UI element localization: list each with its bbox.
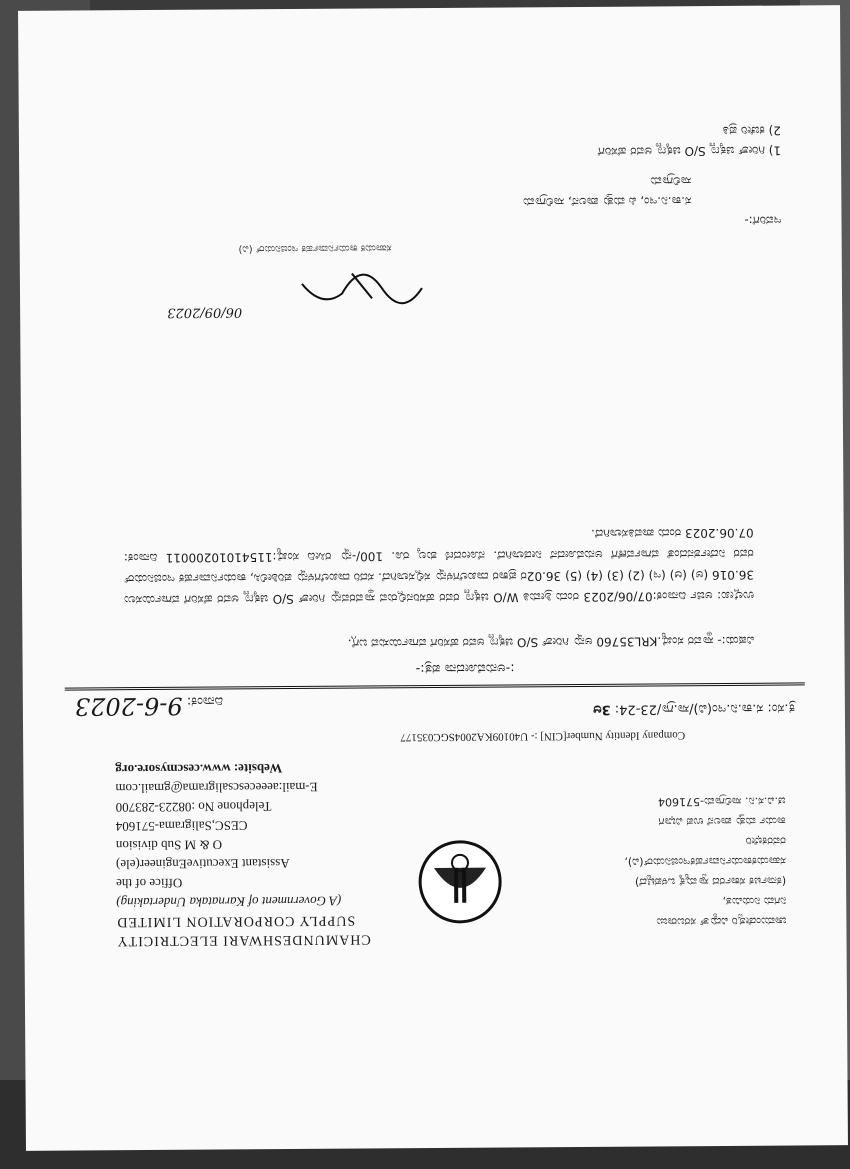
kn-line-2: ನಿಗಮ ನಿಯಮಿತ, — [722, 894, 787, 908]
cesc-logo — [414, 835, 507, 928]
kn-line-3: (ಕರ್ನಾಟಕ ಸರ್ಕಾರದ ಸ್ವಾಮ್ಯಕ್ಕೆ ಒಳಪಟ್ಟಿದೆ) — [634, 874, 787, 889]
handwritten-signature — [242, 258, 442, 329]
signatory-designation: ಸಹಾಯಕ ಕಾರ್ಯನಿರ್ವಾಹಕ ಇಂಜಿನಿಯರ್ (ವಿ) — [238, 242, 392, 255]
signature-date: 06/09/2023 — [167, 304, 243, 320]
company-subtitle: SUPPLY CORPORATION LIMITED — [116, 912, 356, 930]
company-name: CHAMUNDESHWARI ELECTRICITY — [116, 931, 371, 949]
cin-line: Company Identity Number[CIN] :- U40109KA2004SGC035177 — [400, 729, 686, 744]
reference-line — [75, 687, 795, 720]
email: E-mail:aeeecescsaligrama@gmail.com — [115, 779, 318, 797]
date-handwritten: 9-6-2023 — [74, 691, 183, 721]
kn-line-7: ಚ.ವಿ.ಸ.ನಿ. ಸಾಲಿಗ್ರಾಮ-571604 — [657, 794, 786, 809]
cc-line-1: 1) ಗಿರೀಶ್ ಚಿಕ್ಕಣ್ಣ S/O ಚಿಕ್ಕಣ್ಣ ಅವರ ಹೆಸರಿಗೆ — [597, 143, 782, 159]
telephone: Telephone No :08223-283700 — [115, 799, 272, 816]
date-label: ದಿನಾಂಕ: — [186, 693, 224, 709]
english-letterhead — [115, 758, 416, 950]
office-designation: Assistant ExecutiveEngineer(ele) — [115, 856, 290, 873]
letter-subject: ವಿಷಯ:- ಸ್ಥಾವರ ಸಂಖ್ಯೆ.KRL35760 ಅನ್ನು ಗಿರೀಶ್ S/O ಚಿಕ್ಕಣ್ಣ ಅವರ ಹೆಸರಿಗೆ ವರ್ಗಾಯಿಸುವ ಬಗ್ಗೆ. — [347, 633, 755, 651]
kn-line-1: ಚಾಮುಂಡೇಶ್ವರಿ ವಿದ್ಯುತ್ ಸರಬರಾಜು — [656, 914, 787, 929]
location: CESC,Saligrama-571604 — [115, 818, 248, 835]
ref-handwritten: 3ಆ — [592, 701, 611, 717]
to-line-2: ಸಾಲಿಗ್ರಾಮ — [650, 174, 692, 189]
office-of: Office of the — [116, 875, 183, 892]
to-line-1: ಸ.ಕಾ.ನಿ.ಇಂ, ಪಿ ಮತ್ತು ಪಾಲನೆ, ಸಾಲಿಗ್ರಾಮ — [523, 194, 692, 210]
kn-line-6: ಕಾರ್ಯ ಮತ್ತು ಪಾಲನೆ ಉಪ ವಿಭಾಗ — [658, 814, 786, 829]
govt-line: (A Government of Karnataka Undertaking) — [116, 893, 342, 911]
upside-down-letter — [18, 5, 848, 1151]
letter-title: :-ಅನುಮೋದನಾ ಪತ್ರ:- — [415, 660, 515, 677]
website: Website: www.cescmysore.org — [115, 761, 283, 778]
copy-to-block — [141, 121, 781, 165]
ref-number: ಕ್ರ.ಸಂ: ಸ.ಕಾ.ನಿ.ಇಂ(ವಿ)/ಸಾ.ಗ್ರಾ/23-24: — [614, 700, 795, 717]
division: O & M Sub division — [115, 837, 223, 854]
cc-line-2: 2) ಕಚೇರಿ ಪ್ರತಿ — [722, 123, 781, 138]
letter-body: ಉಲ್ಲೇಖ: ಅರ್ಜಿ ದಿನಾಂಕ:07/06/2023 ರಂದು ಶ್ರೀಮತಿ W/O ಚಿಕ್ಕಣ್ಣ ರವರ ಹೆಸರಿನಲ್ಲಿರುವ ಸ್ಥಾವರವನ್ನು ಗಿರೀಶ್ S/O ಚಿಕ್ಕಣ್ಣ ಅವರ ಹೆಸರಿಗೆ ವರ್ಗಾಯಿಸಲು 36.016 (ಅ) (ಆ) (ಇ) (2) (3) (4) (5) 36.02ರ ಪ್ರಕಾರ ದಾಖಲೆಗಳನ್ನು ಸಲ್ಲಿಸಲಾಗಿದೆ. ಸದರಿ ದಾಖಲೆಗಳನ್ನು ಪರಿಶೀಲಿಸಿ, ಕಾರ್ಯನಿರ್ವಾಹಕ ಇಂಜಿನಿಯರ್ ರವರ ನಿರ್ದೇಶನದಂತೆ ವರ್ಗಾವಣೆಗೆ ಅನುಮೋದನೆ ನೀಡಲಾಗಿದೆ. ನೋಂದಣಿ ಶುಲ್ಕ ರೂ. 100/-ನ್ನು ರಸೀದಿ ಸಂಖ್ಯೆ:11541010200011 ದಿನಾಂಕ: 07.06.2023 ರಂದು ಪಾವತಿಸಲಾಗಿದೆ. — [123, 525, 755, 608]
document-sheet — [18, 5, 848, 1151]
addressee-block — [141, 171, 781, 235]
kn-line-5: ರವರಕಛೇರಿ — [745, 834, 786, 848]
to-label: ಇವರಿಗೆ:- — [744, 213, 782, 228]
kn-line-4: ಸಹಾಯಕಕಾರ್ಯನಿರ್ವಾಹಕಇಂಜಿನಿಯರ್(ವಿ), — [624, 854, 787, 869]
